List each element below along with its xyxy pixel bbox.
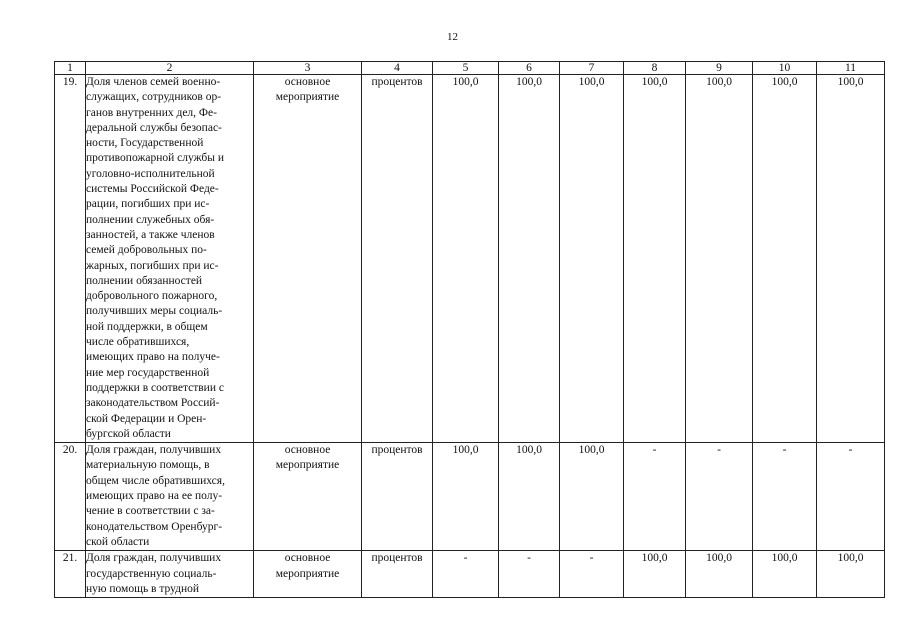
value-cell: - [817, 443, 885, 551]
column-header: 3 [254, 62, 362, 75]
column-header: 8 [624, 62, 686, 75]
column-header: 6 [499, 62, 560, 75]
header-row [55, 62, 885, 75]
indicator-name-line: законодательством Россий- [86, 397, 220, 410]
value-cell: 100,0 [433, 75, 499, 443]
unit-cell: процентов [362, 75, 433, 443]
indicator-name-line: деральной службы безопас- [86, 121, 222, 134]
value-cell: 100,0 [433, 443, 499, 551]
value-cell: - [499, 551, 560, 598]
value-cell: 100,0 [560, 75, 624, 443]
column-header: 11 [817, 62, 885, 75]
indicator-name-line: служащих, сотрудников ор- [86, 91, 222, 104]
value-cell: 100,0 [753, 75, 817, 443]
indicator-name-line: бургской области [86, 427, 171, 440]
indicator-name-line: Доля граждан, получивших [86, 552, 222, 565]
indicator-name [86, 75, 254, 443]
indicator-name-line: ние мер государственной [86, 366, 210, 379]
column-header: 10 [753, 62, 817, 75]
indicator-type [254, 75, 362, 443]
indicator-name-line: семей добровольных по- [86, 244, 207, 257]
indicator-name-line: числе обратившихся, [86, 336, 190, 349]
indicator-name-line: государственную социаль- [86, 567, 217, 580]
value-cell: 100,0 [817, 75, 885, 443]
value-cell: 100,0 [624, 75, 686, 443]
indicator-type-line: мероприятие [275, 567, 340, 580]
value-cell: - [624, 443, 686, 551]
indicator-type-line: мероприятие [275, 459, 340, 472]
column-header: 7 [560, 62, 624, 75]
indicator-name-line: занностей, а также членов [86, 228, 215, 241]
indicator-name-line: имеющих право на ее полу- [86, 490, 223, 503]
indicator-name-line: ную помощь в трудной [86, 582, 200, 595]
indicator-name [86, 551, 254, 598]
indicator-name-line: уголовно-исполнительной [86, 167, 215, 180]
indicator-name-line: Доля членов семей военно- [86, 76, 221, 88]
indicator-name-line: ности, Государственной [86, 137, 204, 150]
column-header: 1 [55, 62, 86, 75]
indicator-name-line: жарных, погибших при ис- [86, 259, 219, 272]
column-header: 5 [433, 62, 499, 75]
value-cell: 100,0 [753, 551, 817, 598]
indicator-name-line: ганов внутренних дел, Фе- [86, 106, 217, 119]
value-cell: 100,0 [499, 75, 560, 443]
indicator-name-line: имеющих право на получе- [86, 351, 220, 364]
value-cell: - [686, 443, 753, 551]
indicator-type-line: основное [284, 76, 331, 88]
page-number: 12 [447, 31, 458, 43]
indicator-name-line: общем числе обратившихся, [86, 474, 225, 487]
value-cell: 100,0 [686, 551, 753, 598]
value-cell: - [433, 551, 499, 598]
indicator-type-line: основное [284, 444, 331, 457]
indicator-name-line: поддержки в соответствии с [86, 381, 224, 394]
indicator-name-line: получивших меры социаль- [86, 305, 223, 318]
indicator-name-line: конодательством Оренбург- [86, 520, 223, 533]
value-cell: - [753, 443, 817, 551]
value-cell: - [560, 551, 624, 598]
value-cell: 100,0 [624, 551, 686, 598]
indicators-table [54, 61, 885, 598]
indicator-name-line: материальную помощь, в [86, 459, 210, 472]
value-cell: 100,0 [560, 443, 624, 551]
column-header: 9 [686, 62, 753, 75]
indicator-name-line: системы Российской Феде- [86, 183, 219, 196]
indicator-name-line: рации, погибших при ис- [86, 198, 210, 211]
table-row [55, 443, 885, 551]
column-header: 2 [86, 62, 254, 75]
indicator-name-line: добровольного пожарного, [86, 290, 218, 303]
table-row [55, 551, 885, 598]
row-number: 21. [55, 551, 86, 598]
indicator-name-line: ской области [86, 535, 150, 548]
unit-cell: процентов [362, 443, 433, 551]
indicator-name-line: противопожарной службы и [86, 152, 224, 165]
indicator-name-line: полнении обязанностей [86, 274, 203, 287]
row-number: 19. [55, 75, 86, 443]
indicator-name [86, 443, 254, 551]
indicator-name-line: Доля граждан, получивших [86, 444, 222, 457]
value-cell: 100,0 [499, 443, 560, 551]
value-cell: 100,0 [817, 551, 885, 598]
indicator-name-line: ной поддержки, в общем [86, 320, 208, 333]
unit-cell: процентов [362, 551, 433, 598]
indicator-type-line: мероприятие [275, 91, 340, 104]
table-row [55, 75, 885, 443]
indicator-name-line: полнении служебных обя- [86, 213, 215, 226]
indicator-type [254, 551, 362, 598]
column-header: 4 [362, 62, 433, 75]
indicator-type-line: основное [284, 552, 331, 565]
indicator-name-line: ской Федерации и Орен- [86, 412, 207, 425]
table-body [55, 62, 885, 598]
row-number: 20. [55, 443, 86, 551]
indicator-type [254, 443, 362, 551]
indicator-name-line: чение в соответствии с за- [86, 505, 215, 518]
value-cell: 100,0 [686, 75, 753, 443]
